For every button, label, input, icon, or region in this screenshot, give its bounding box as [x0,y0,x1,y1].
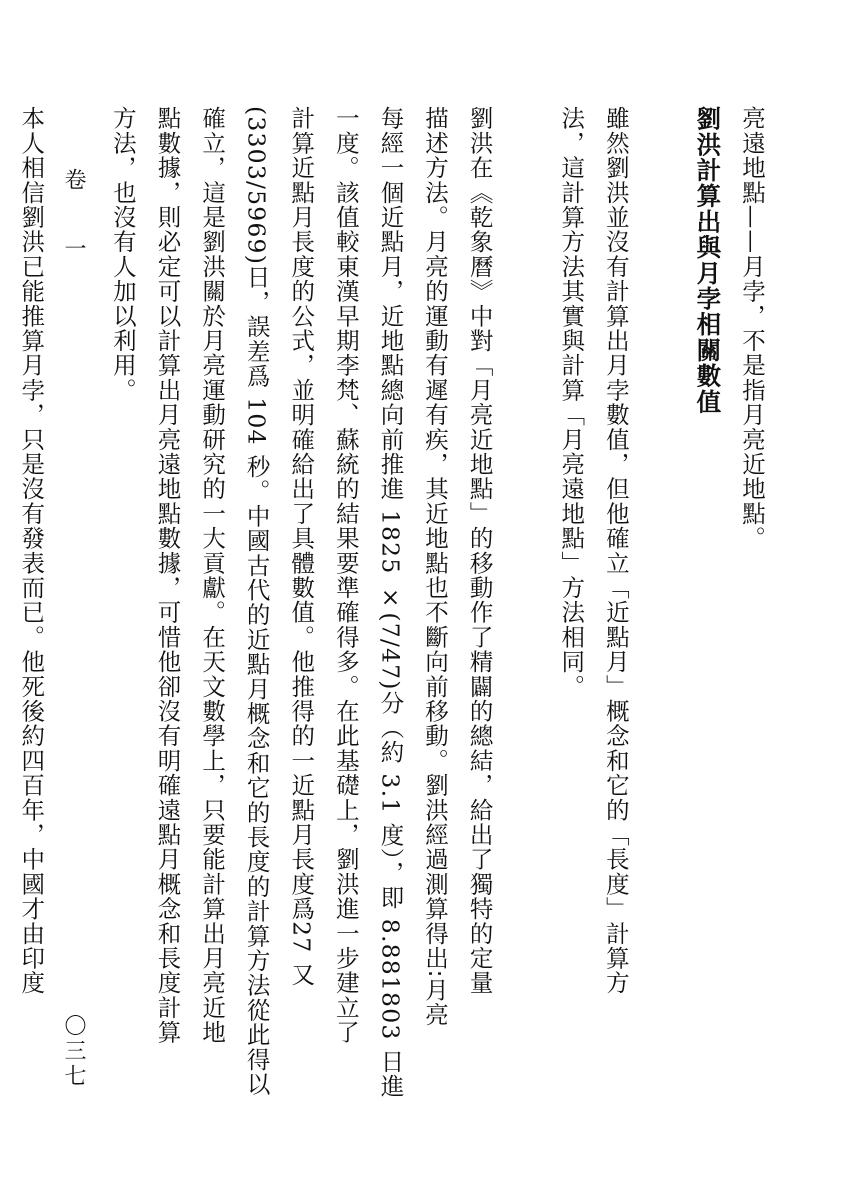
body-text [0,106,774,1126]
page-number: 〇三七 [61,1014,86,1089]
body-line: 點數據，則必定可以計算出月亮遠地點數據，可惜他卻沒有明確遠點月概念和長度計算 [153,106,182,1045]
body-line: 亮遠地點——月孛，不是指月亮近地點。 [738,106,766,551]
body-line: 方法，也沒有人加以利用。 [108,106,137,403]
volume-label: 卷 一 [61,168,86,279]
body-line: 描述方法。月亮的運動有遲有疾，其近地點也不斷向前移動。劉洪經過測算得出∶月亮 [421,106,450,1028]
body-line: (3303/5969)日，誤差爲 104 秒。中國古代的近點月概念和它的長度的計算方法從此得以 [242,106,271,1097]
paragraph-start: 本人相信劉洪已能推算月孛，只是沒有發表而已。他死後約四百年，中國才由印度 [17,106,46,996]
body-line: 一度。該值較東漢早期李梵、蘇統的結果要準確得多。在此基礎上，劉洪進一步建立了 [331,106,360,1045]
section-heading: 劉洪計算出與月孛相關數值 [693,106,723,415]
body-line: 法，這計算方法其實與計算「月亮遠地點」方法相同。 [557,106,586,699]
body-line: 每經一個近點月，近地點總向前推進 1825 ×(7/47)分（約 3.1 度），即 8.881803 日進 [376,106,405,1099]
paragraph-start: 劉洪在《乾象曆》中對「月亮近地點」的移動作了精闢的總結，給出了獨特的定量 [465,106,494,996]
body-line: 計算近點月長度的公式，並明確給出了具體數值。他推得的一近點月長度爲27 又 [287,106,316,987]
paragraph-start: 雖然劉洪並沒有計算出月孛數值，但他確立「近點月」概念和它的「長度」計算方 [601,106,630,996]
body-line: 確立，這是劉洪關於月亮運動研究的一大貢獻。在天文數學上，只要能計算出月亮近地 [198,106,227,1045]
body-line [0,106,9,1126]
